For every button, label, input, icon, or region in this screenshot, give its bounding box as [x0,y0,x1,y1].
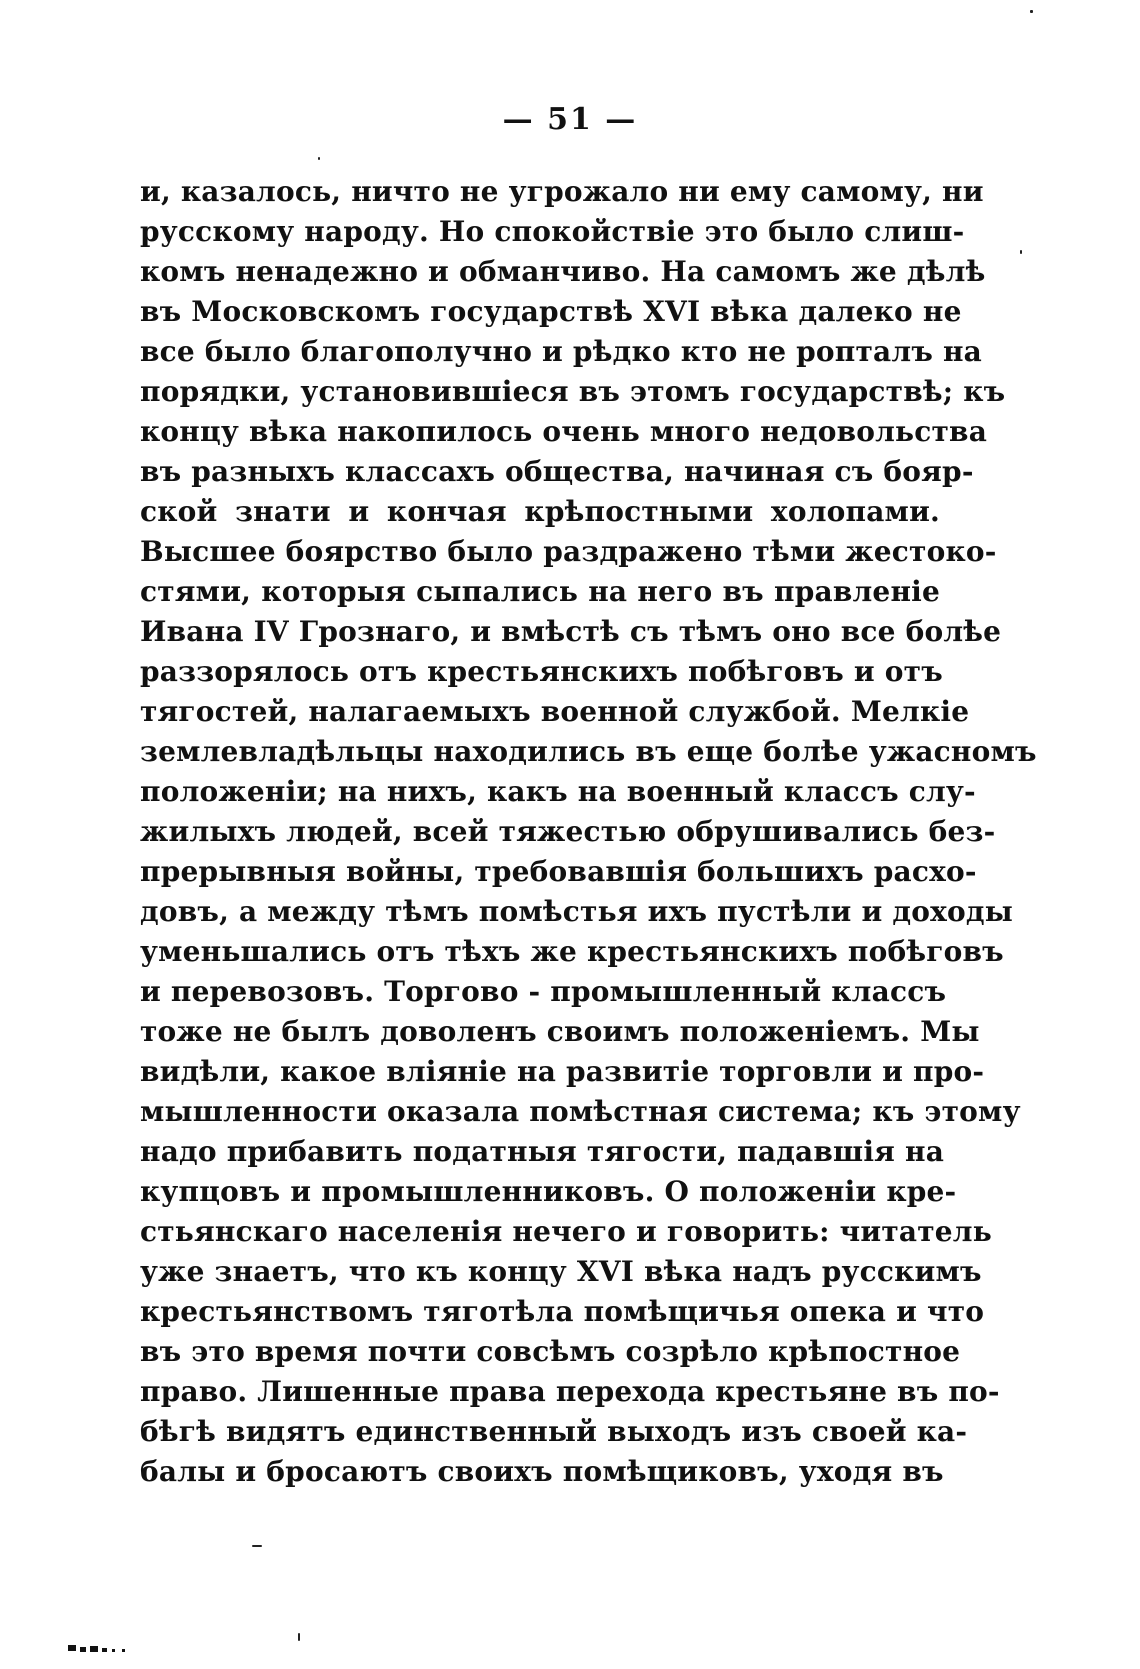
text-line: уже знаетъ, что къ концу XVI вѣка надъ русскимъ [140,1255,982,1288]
text-line: уменьшались отъ тѣхъ же крестьянскихъ побѣговъ [140,935,1004,968]
scan-speck [1020,250,1022,254]
text-line: видѣли, какое вліяніе на развитіе торговли и про- [140,1055,985,1088]
text-line: въ это время почти совсѣмъ созрѣло крѣпостное [140,1335,961,1368]
scan-speck [318,157,320,160]
text-line: тягостей, налагаемыхъ военной службой. Мелкіе [140,695,970,728]
text-line: стьянскаго населенія нечего и говорить: читатель [140,1215,992,1248]
text-line: все было благополучно и рѣдко кто не ропталъ на [140,335,983,368]
text-line: въ Московскомъ государствѣ XVI вѣка далеко не [140,295,962,328]
text-line: купцовъ и промышленниковъ. О положеніи кре- [140,1175,957,1208]
text-line: концу вѣка накопилось очень много недовольства [140,415,988,448]
scan-speck [298,1633,300,1641]
text-line: тоже не былъ доволенъ своимъ положеніемъ. Мы [140,1015,980,1048]
text-line: порядки, установившіеся въ этомъ государствѣ; къ [140,375,1006,408]
text-line: положеніи; на нихъ, какъ на военный классъ слу- [140,775,976,808]
text-line: бѣгѣ видятъ единственный выходъ изъ своей ка- [140,1415,968,1448]
text-line: довъ, а между тѣмъ помѣстья ихъ пустѣли и доходы [140,895,1014,928]
scan-speck [252,1545,262,1547]
text-line: и, казалось, ничто не угрожало ни ему самому, ни [140,175,984,208]
scan-speck [1030,10,1033,13]
text-line: землевладѣльцы находились въ еще болѣе ужасномъ [140,735,1037,768]
scan-artifact [68,1643,132,1653]
text-line: право. Лишенные права перехода крестьяне въ по- [140,1375,1000,1408]
text-line: жилыхъ людей, всей тяжестью обрушивались без- [140,815,996,848]
text-line: ской знати и кончая крѣпостными холопами. [140,495,940,528]
page-number: — 51 — [502,102,638,137]
text-line: прерывныя войны, требовавшія большихъ расхо- [140,855,977,888]
text-line: балы и бросаютъ своихъ помѣщиковъ, уходя въ [140,1455,944,1488]
text-line: и перевозовъ. Торгово - промышленный классъ [140,975,947,1008]
text-line: русскому народу. Но спокойствіе это было слиш- [140,215,965,248]
text-line: надо прибавить податныя тягости, падавшія на [140,1135,945,1168]
text-line: комъ ненадежно и обманчиво. На самомъ же дѣлѣ [140,255,986,288]
text-line: раззорялось отъ крестьянскихъ побѣговъ и отъ [140,655,943,688]
text-line: мышленности оказала помѣстная система; къ этому [140,1095,1021,1128]
text-line: стями, которыя сыпались на него въ правленіе [140,575,940,608]
body-text [140,172,1037,1492]
text-line: Ивана IV Грознаго, и вмѣстѣ съ тѣмъ оно все болѣе [140,615,1002,648]
text-line: крестьянствомъ тяготѣла помѣщичья опека и что [140,1295,985,1328]
text-line: въ разныхъ классахъ общества, начиная съ бояр- [140,455,974,488]
text-line: Высшее боярство было раздражено тѣми жестоко- [140,535,997,568]
